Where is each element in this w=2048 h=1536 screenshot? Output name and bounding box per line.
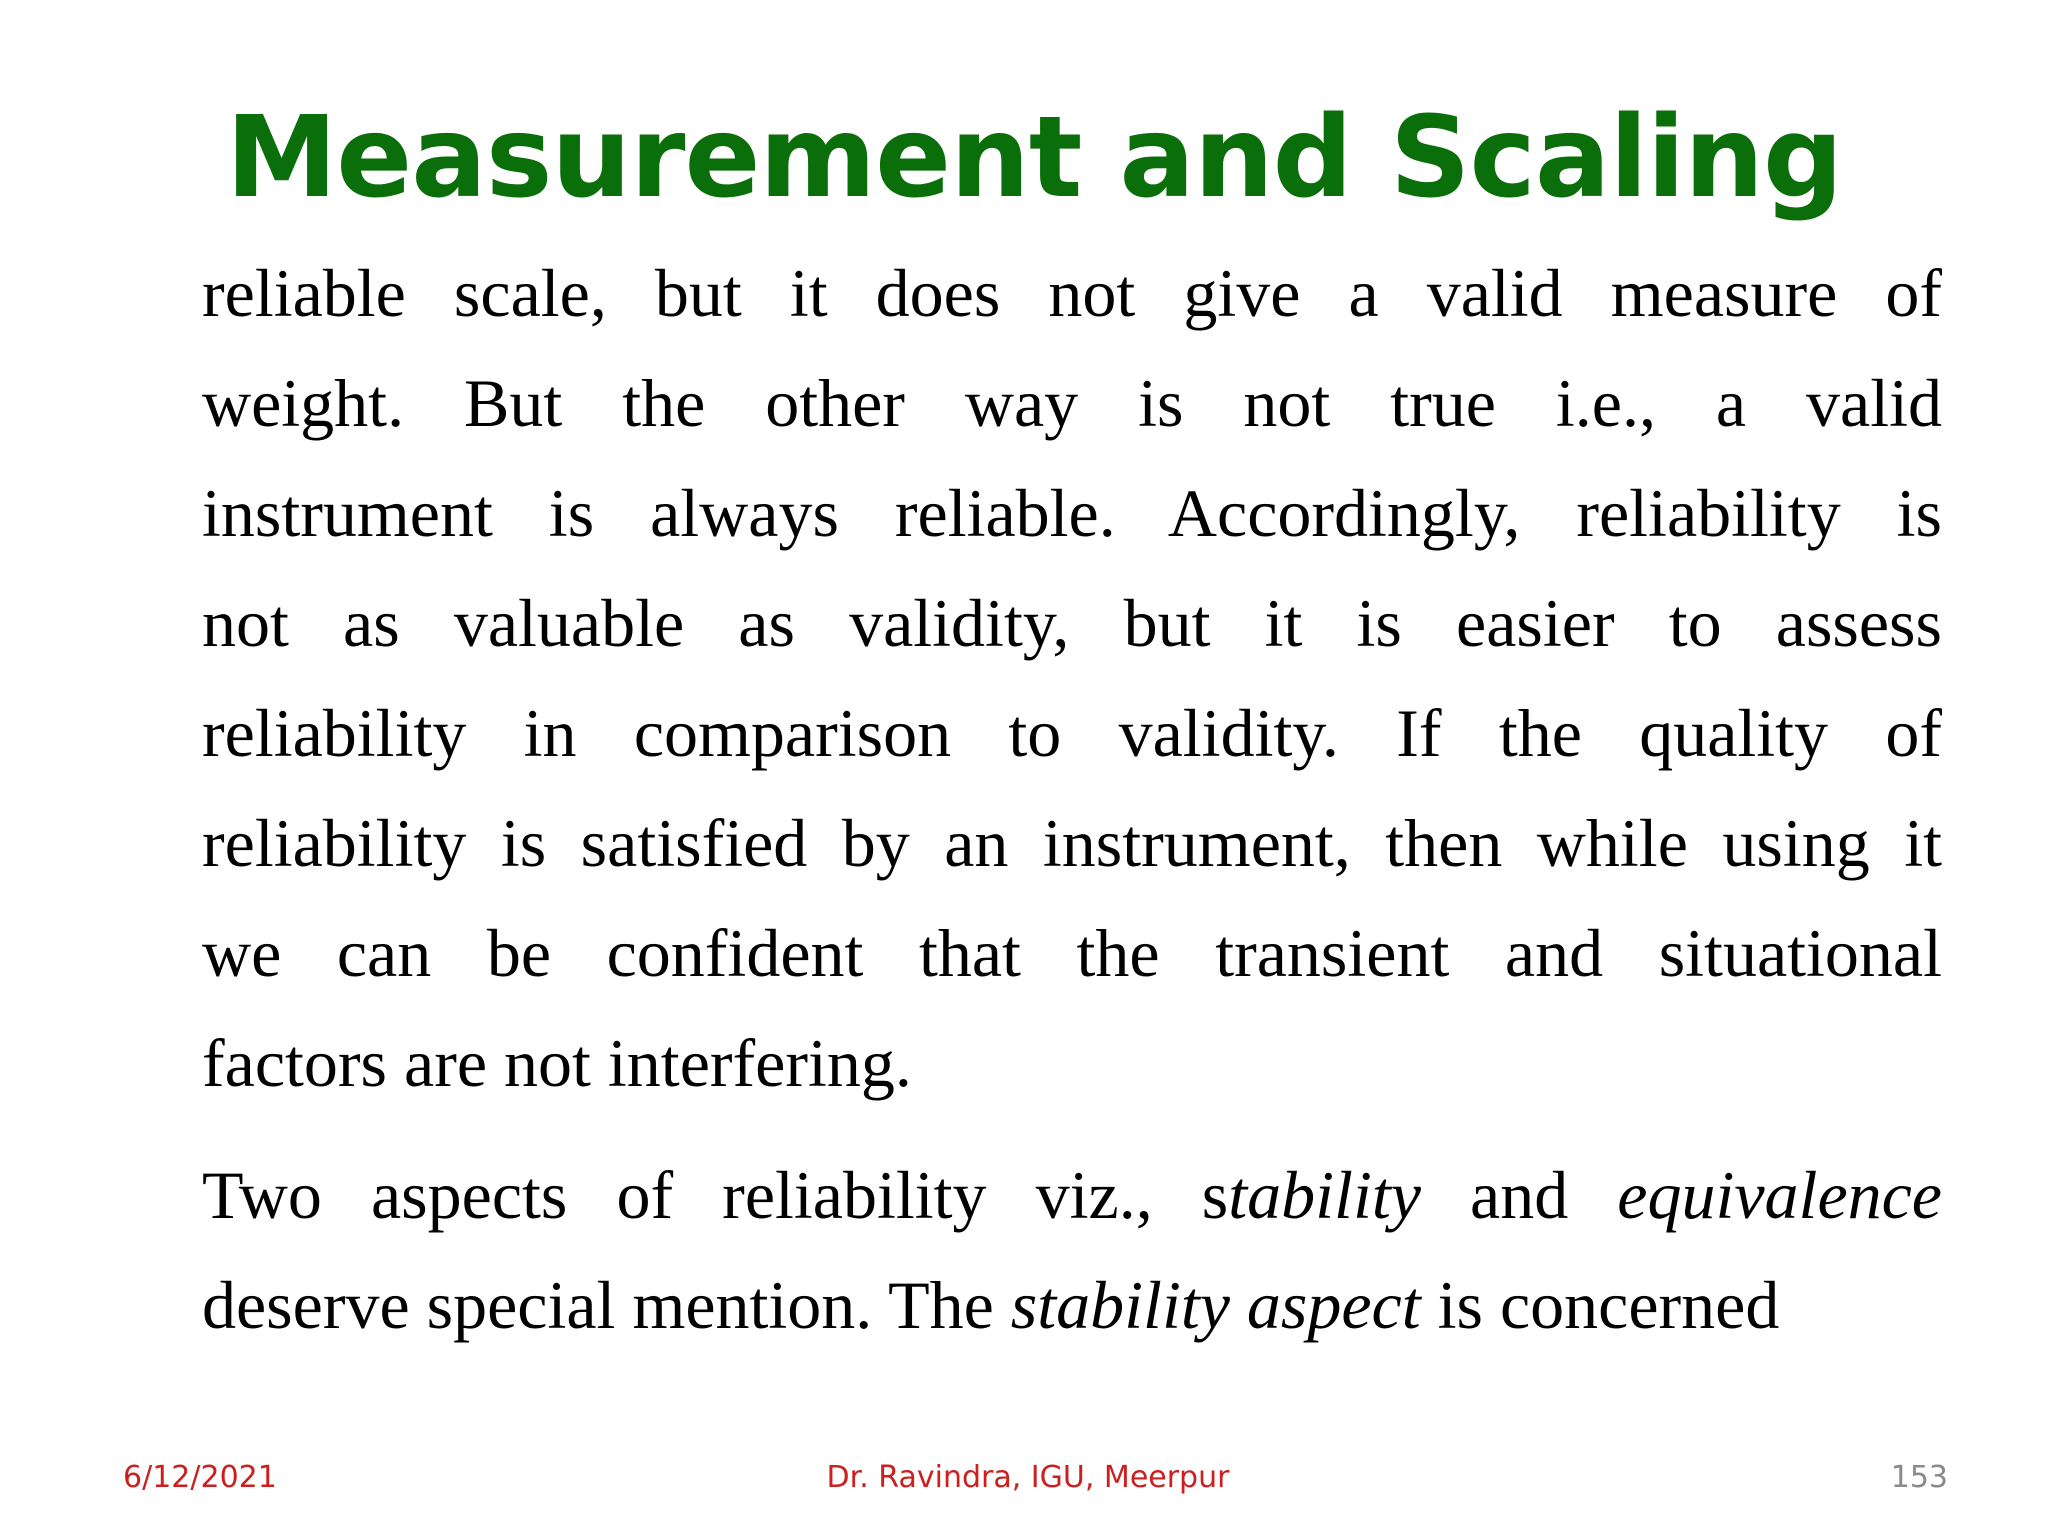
italic-term: equivalence xyxy=(1617,1157,1942,1233)
text-line xyxy=(202,1140,1942,1250)
text-line: not as valuable as validity, but it is easier to assess xyxy=(202,585,1942,661)
paragraph-1 xyxy=(202,238,1942,1118)
italic-term: tability xyxy=(1228,1157,1421,1233)
paragraph-2 xyxy=(202,1140,1942,1360)
text-line: instrument is always reliable. Accordingly, reliability is xyxy=(202,475,1942,551)
text-run: is concerned xyxy=(1420,1267,1780,1343)
page-number: 153 xyxy=(1890,1460,1948,1495)
text-line: factors are not interfering. xyxy=(202,1025,912,1101)
slide-title: Measurement and Scaling xyxy=(225,93,1843,223)
text-line: reliable scale, but it does not give a valid measure of xyxy=(202,255,1942,331)
text-run: Two aspects of reliability viz., s xyxy=(202,1157,1229,1233)
text-run: deserve special mention. The xyxy=(202,1267,1011,1343)
italic-term: stability aspect xyxy=(1010,1267,1421,1343)
text-line: we can be confident that the transient and situational xyxy=(202,915,1942,991)
text-line: weight. But the other way is not true i.e., a valid xyxy=(202,365,1942,441)
text-run: and xyxy=(1420,1157,1618,1233)
slide-body xyxy=(202,238,1942,1360)
text-line: reliability in comparison to validity. If the quality of xyxy=(202,695,1942,771)
text-line xyxy=(202,1250,1942,1360)
footer-date: 6/12/2021 xyxy=(123,1460,277,1495)
footer-author: Dr. Ravindra, IGU, Meerpur xyxy=(826,1460,1230,1495)
text-line: reliability is satisfied by an instrument, then while using it xyxy=(202,805,1942,881)
